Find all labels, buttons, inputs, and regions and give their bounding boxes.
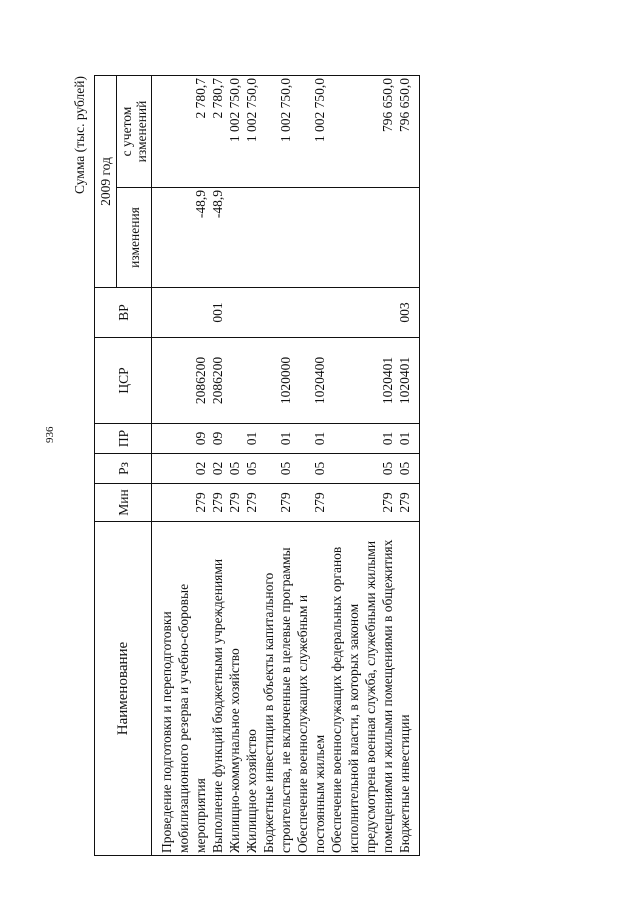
row-csr: 2086200 [209,338,226,424]
row-csr [243,338,260,424]
row-name: Жилищное хозяйство [243,522,260,856]
row-csr: 1020000 [260,338,294,424]
row-min: 279 [260,484,294,522]
row-min: 279 [152,484,210,522]
row-total: 2 780,7 [209,76,226,188]
row-rz: 05 [226,454,243,484]
row-name: Обеспечение военнослужащих служебным и постоянным жильем [294,522,328,856]
row-pr: 01 [294,424,328,454]
row-change [396,188,420,288]
table-row [260,76,294,856]
row-vr: 001 [209,288,226,338]
row-name: Жилищно-коммунальное хозяйство [226,522,243,856]
header-rz: Рз [95,454,152,484]
row-change: -48,9 [152,188,210,288]
row-change: -48,9 [209,188,226,288]
row-min: 279 [328,484,396,522]
row-csr: 1020401 [328,338,396,424]
header-with-changes: с учетом изменений [117,76,152,188]
row-change [226,188,243,288]
row-total: 1 002 750,0 [226,76,243,188]
row-total: 1 002 750,0 [260,76,294,188]
row-min: 279 [243,484,260,522]
row-name: Обеспечение военнослужащих федеральных органов исполнительной власти, в которых законом предусмотрена военная служба, служебными жилыми помещениями и жилыми помещениями в общежитиях [328,522,396,856]
row-total: 1 002 750,0 [294,76,328,188]
table-row [209,76,226,856]
row-total: 2 780,7 [152,76,210,188]
row-change [328,188,396,288]
row-name: Проведение подготовки и переподготовки мобилизационного резерва и учебно-сборовые мероприятия [152,522,210,856]
row-vr [226,288,243,338]
header-pr: ПР [95,424,152,454]
row-vr [260,288,294,338]
row-csr: 2086200 [152,338,210,424]
row-change [260,188,294,288]
row-pr: 01 [243,424,260,454]
row-csr [226,338,243,424]
row-pr: 01 [260,424,294,454]
header-csr: ЦСР [95,338,152,424]
row-rz: 02 [209,454,226,484]
table-row [243,76,260,856]
header-min: Мин [95,484,152,522]
row-min: 279 [396,484,420,522]
row-vr: 003 [396,288,420,338]
row-pr: 01 [396,424,420,454]
row-pr: 01 [328,424,396,454]
row-vr [152,288,210,338]
row-name: Выполнение функций бюджетными учреждениями [209,522,226,856]
header-year: 2009 год [95,76,117,288]
rotated-table-area [72,76,596,856]
header-vr: ВР [95,288,152,338]
table-row [152,76,210,856]
row-min: 279 [294,484,328,522]
budget-table [94,75,420,856]
table-row [396,76,420,856]
row-rz: 05 [396,454,420,484]
row-min: 279 [226,484,243,522]
row-rz: 02 [152,454,210,484]
page-number: 936 [44,426,56,443]
row-change [243,188,260,288]
row-rz: 05 [328,454,396,484]
row-total: 796 650,0 [396,76,420,188]
row-change [294,188,328,288]
row-csr: 1020401 [396,338,420,424]
row-total: 796 650,0 [328,76,396,188]
row-rz: 05 [260,454,294,484]
row-rz: 05 [243,454,260,484]
table-row [294,76,328,856]
row-name: Бюджетные инвестиции в объекты капитального строительства, не включенные в целевые программы [260,522,294,856]
row-rz: 05 [294,454,328,484]
row-csr: 1020400 [294,338,328,424]
row-name: Бюджетные инвестиции [396,522,420,856]
row-min: 279 [209,484,226,522]
table-row [226,76,243,856]
header-changes: изменения [117,188,152,288]
table-caption: Сумма (тыс. рублей) [72,76,87,194]
row-pr: 09 [152,424,210,454]
row-vr [328,288,396,338]
row-total: 1 002 750,0 [243,76,260,188]
row-vr [243,288,260,338]
table-row [328,76,396,856]
row-pr: 09 [209,424,226,454]
row-pr [226,424,243,454]
row-vr [294,288,328,338]
header-name: Наименование [95,522,152,856]
